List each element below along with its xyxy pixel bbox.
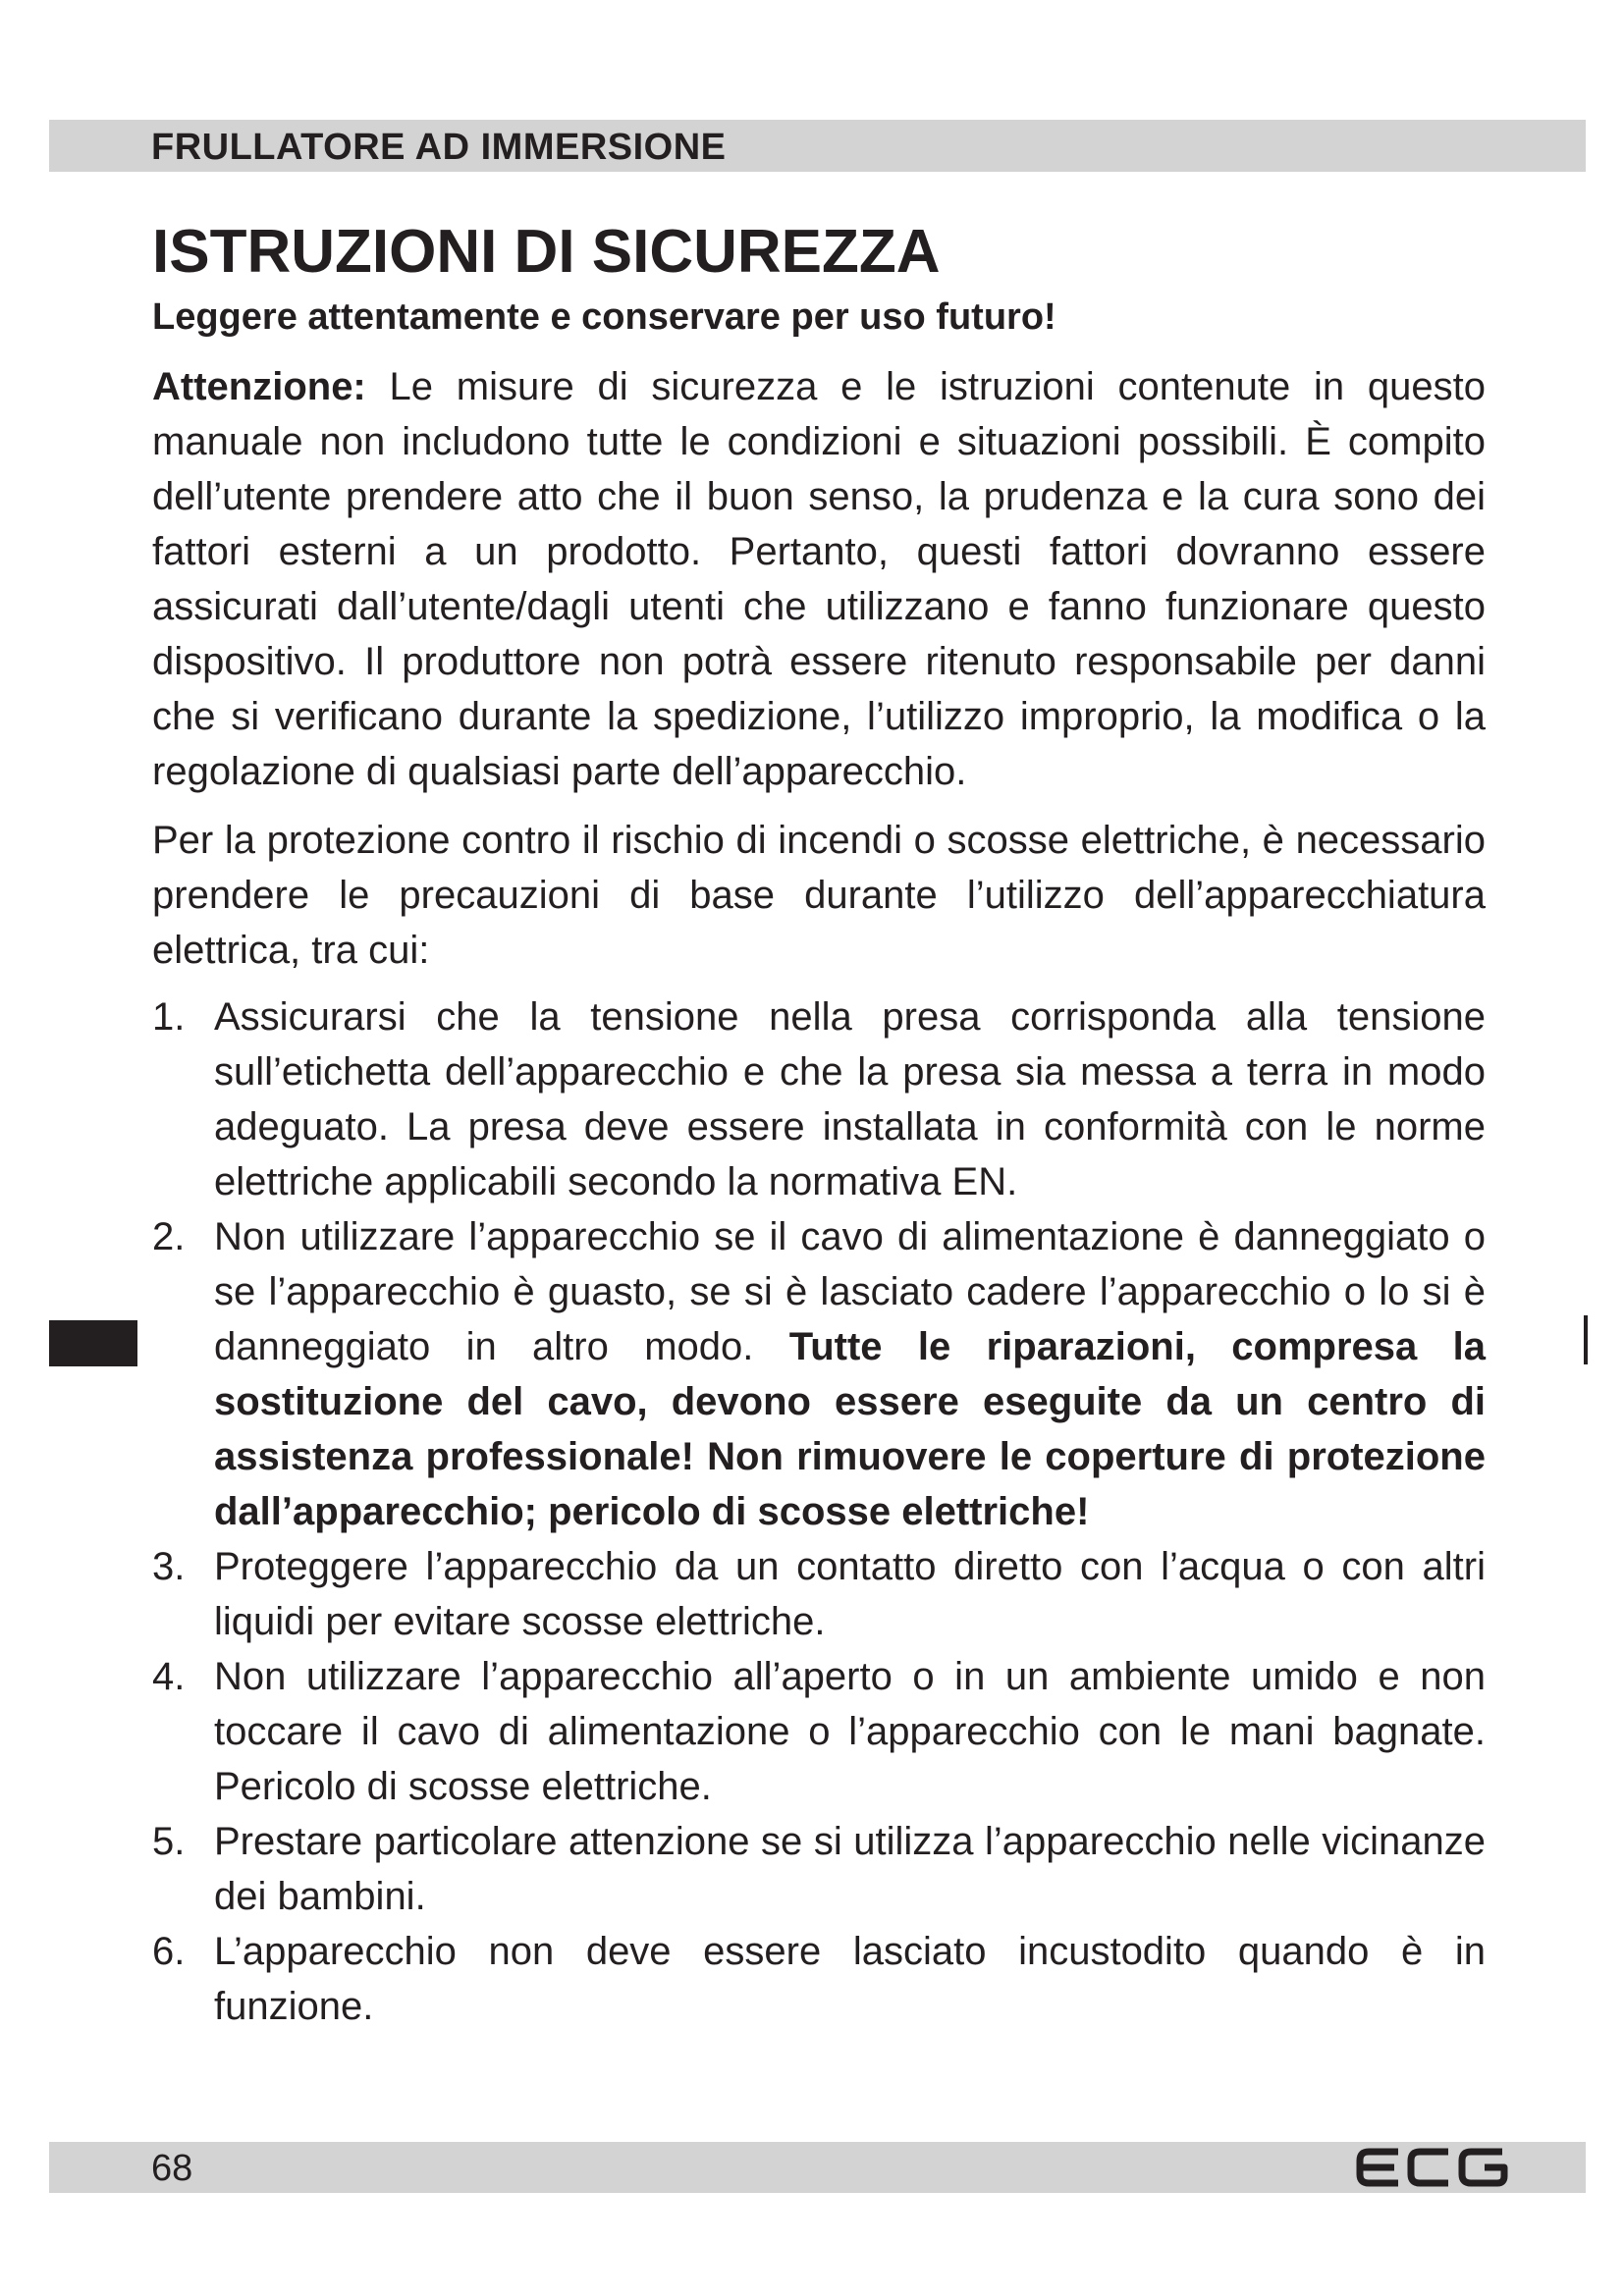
header-bar xyxy=(49,120,1586,172)
safety-rules-list xyxy=(152,989,1486,2034)
page-number: 68 xyxy=(151,2148,193,2189)
warning-text: Le misure di sicurezza e le istruzioni contenute in questo manuale non includono tutte le condizioni e situazioni possibili. È compito dell’utente prendere atto che il buon senso, la prudenza e la cura sono dei fattori esterni a un prodotto. Pertanto, questi fattori dovranno essere assicurati dall’utente/dagli utenti che utilizzano e fanno funzionare questo dispositivo. Il produttore non potrà essere ritenuto responsabile per danni che si verificano durante la spedizione, l’utilizzo improprio, la modifica o la regolazione di qualsiasi parte dell’apparecchio. xyxy=(152,365,1486,793)
subtitle: Leggere attentamente e conservare per uso futuro! xyxy=(152,296,1056,338)
page-title: ISTRUZIONI DI SICUREZZA xyxy=(152,218,941,286)
list-item xyxy=(152,1814,1486,1924)
ecg-logo xyxy=(1355,2146,1512,2189)
list-item xyxy=(152,1924,1486,2034)
list-item-number: 5. xyxy=(152,1820,186,1863)
page-edge-mark xyxy=(1584,1315,1588,1364)
footer-bar xyxy=(49,2142,1586,2193)
list-item-number: 1. xyxy=(152,995,186,1039)
warning-paragraph xyxy=(152,359,1486,799)
list-item-number: 3. xyxy=(152,1545,186,1588)
list-item-text: Non utilizzare l’apparecchio se il cavo di alimentazione è danneggiato o se l’apparecchio è guasto, se si è lasciato cadere l’apparecchio o lo si è danneggiato in altro modo. xyxy=(214,1215,1486,1368)
list-item-text: L’apparecchio non deve essere lasciato incustodito quando è in funzione. xyxy=(214,1930,1486,2028)
list-item xyxy=(152,1539,1486,1649)
list-item-text: Proteggere l’apparecchio da un contatto diretto con l’acqua o con altri liquidi per evitare scosse elettriche. xyxy=(214,1545,1486,1643)
list-item-text: Non utilizzare l’apparecchio all’aperto o in un ambiente umido e non toccare il cavo di alimentazione o l’apparecchio con le mani bagnate. Pericolo di scosse elettriche. xyxy=(214,1655,1486,1808)
list-item-text: Prestare particolare attenzione se si utilizza l’apparecchio nelle vicinanze dei bambini. xyxy=(214,1820,1486,1918)
intro-paragraph: Per la protezione contro il rischio di incendi o scosse elettriche, è necessario prendere le precauzioni di base durante l’utilizzo dell’apparecchiatura elettrica, tra cui: xyxy=(152,819,1486,972)
list-item-bold-warning: Tutte le riparazioni, compresa la sostituzione del cavo, devono essere eseguite da un centro di assistenza professionale! Non rimuovere le coperture di protezione dall’apparecchio; pericolo di scosse elettriche! xyxy=(214,1325,1486,1533)
main-content xyxy=(152,214,1486,2034)
list-item-number: 2. xyxy=(152,1215,186,1258)
list-item-number: 4. xyxy=(152,1655,186,1698)
list-item-text: Assicurarsi che la tensione nella presa corrisponda alla tensione sull’etichetta dell’apparecchio e che la presa sia messa a terra in modo adeguato. La presa deve essere installata in conformità con le norme elettriche applicabili secondo la normativa EN. xyxy=(214,995,1486,1203)
list-item-number: 6. xyxy=(152,1930,186,1973)
list-item xyxy=(152,1649,1486,1814)
list-item xyxy=(152,989,1486,1209)
warning-label: Attenzione: xyxy=(152,365,366,408)
language-tab-marker xyxy=(49,1320,137,1366)
list-item xyxy=(152,1209,1486,1539)
section-title: FRULLATORE AD IMMERSIONE xyxy=(151,127,727,168)
